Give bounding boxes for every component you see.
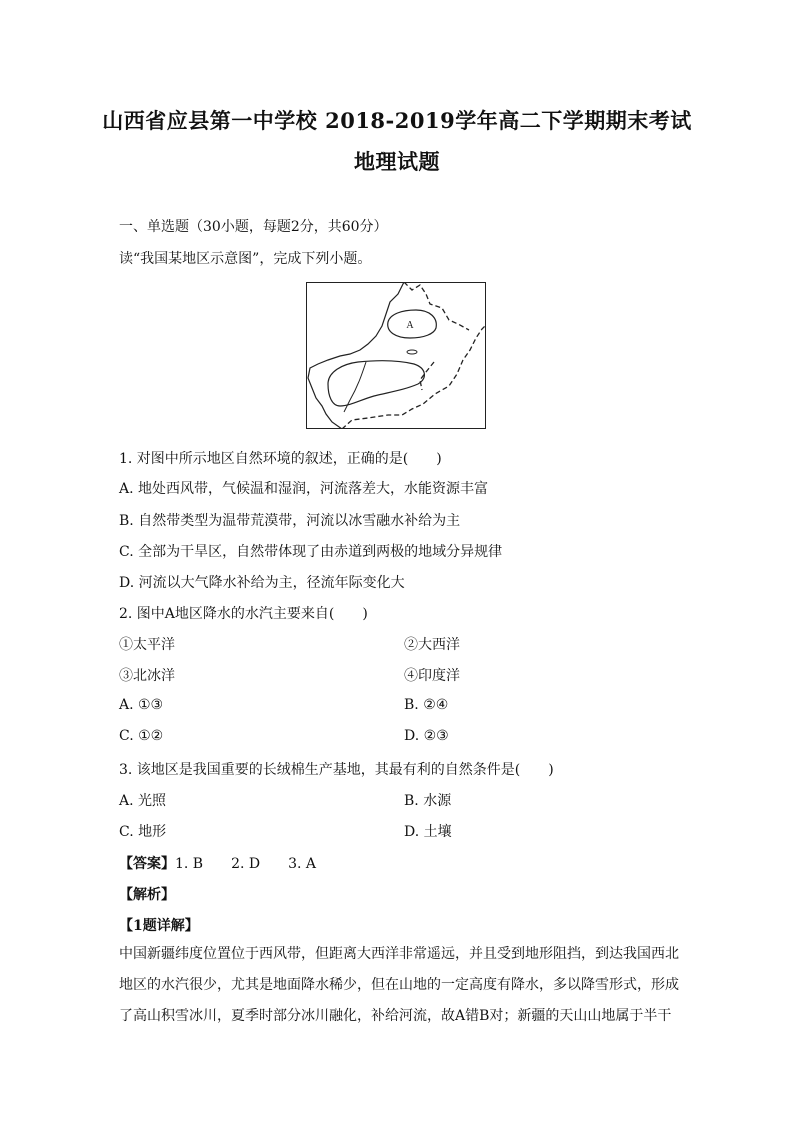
analysis-paragraph: 中国新疆纬度位置位于西风带，但距离大西洋非常遥远，并且受到地形阻挡，到达我国西北地区的水汽很少，尤其是地面降水稀少，但在山地的一定高度有降水，多以降雪形式，形成了高山积雪冰川，夏季时部分冰川融化，补给河流，故A错B对；新疆的天山山地属于半干 <box>119 946 679 1024</box>
question-1-option-b: B. 自然带类型为温带荒漠带，河流以冰雪融水补给为主 <box>119 513 461 529</box>
question-1-option-d: D. 河流以大气降水补给为主，径流年际变化大 <box>119 575 405 591</box>
answer-label: 【答案】 <box>119 856 175 872</box>
question-2-item-1: ①太平洋 <box>119 637 175 653</box>
section-intro: 读“我国某地区示意图”，完成下列小题。 <box>119 251 372 267</box>
question-2-option-b: B. ②④ <box>404 697 449 713</box>
basin-a-label: A <box>406 320 414 331</box>
answer-text: 1. B 2. D 3. A <box>175 856 317 872</box>
map-frame <box>307 283 486 429</box>
province-outline <box>308 282 404 429</box>
question-3-option-c: C. 地形 <box>119 824 167 840</box>
exam-title-line1: 山西省应县第一中学校 2018-2019学年高二下学期期末考试 <box>102 108 692 133</box>
question-1-option-c: C. 全部为干旱区，自然带体现了由赤道到两极的地域分异规律 <box>119 544 503 560</box>
exam-title-line2: 地理试题 <box>354 149 440 174</box>
question-2-item-3: ③北冰洋 <box>119 668 175 684</box>
boundary-dashed-line <box>342 282 485 429</box>
question-1-stem: 1. 对图中所示地区自然环境的叙述，正确的是( ) <box>119 451 442 467</box>
small-lake <box>407 350 417 354</box>
question-1-option-a: A. 地处西风带，气候温和湿润，河流落差大，水能资源丰富 <box>119 481 489 497</box>
basin-outline <box>328 361 424 406</box>
analysis-label: 【解析】 <box>119 887 175 903</box>
question-2-item-2: ②大西洋 <box>404 637 460 653</box>
question-3-option-d: D. 土壤 <box>404 824 452 840</box>
question-2-option-c: C. ①② <box>119 728 164 744</box>
region-map-figure <box>306 282 486 429</box>
question-2-option-d: D. ②③ <box>404 728 449 744</box>
question-3-stem: 3. 该地区是我国重要的长绒棉生产基地，其最有利的自然条件是( ) <box>119 762 554 778</box>
question-3-option-b: B. 水源 <box>404 793 452 809</box>
question-2-stem: 2. 图中A地区降水的水汽主要来自( ) <box>119 606 368 622</box>
basin-inner-line <box>344 362 366 412</box>
detail-1-label: 【1题详解】 <box>119 918 199 934</box>
question-2-option-a: A. ①③ <box>119 697 164 713</box>
answer-line <box>119 853 316 873</box>
question-3-option-a: A. 光照 <box>119 793 167 809</box>
question-2-item-4: ④印度洋 <box>404 668 460 684</box>
section-heading: 一、单选题（30小题，每题2分，共60分） <box>119 219 388 235</box>
